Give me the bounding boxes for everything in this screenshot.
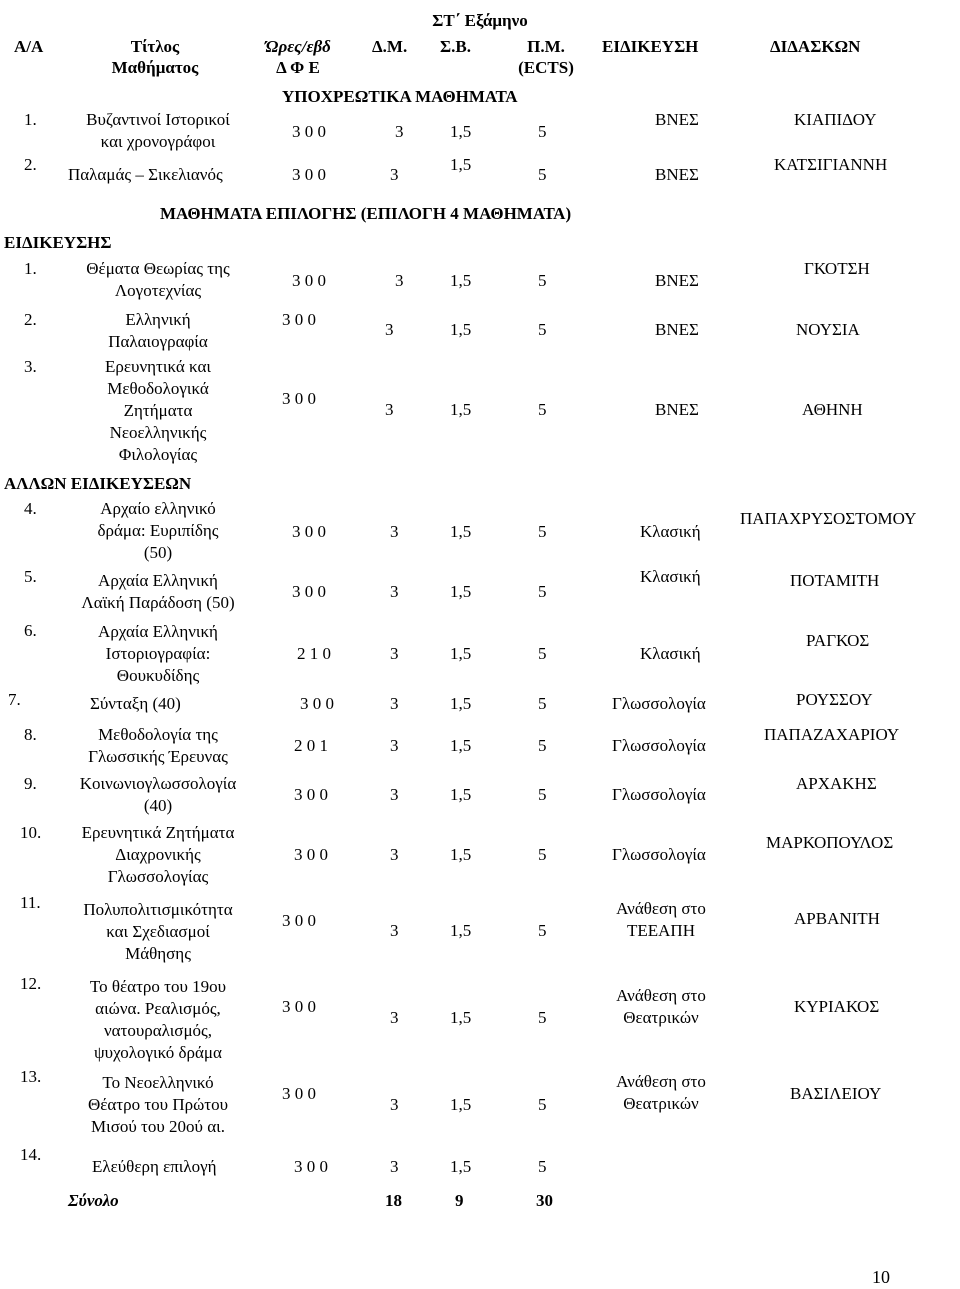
- course-hours: 3 0 0: [282, 1084, 316, 1103]
- course-title: δράμα: Ευριπίδης: [97, 521, 219, 540]
- row-number: 4.: [24, 499, 37, 518]
- course-title: Θέματα Θεωρίας της: [86, 259, 230, 278]
- header-hours-1: Ώρες/εβδ: [265, 37, 331, 56]
- course-dm: 3: [390, 1095, 399, 1114]
- course-sv: 1,5: [450, 845, 472, 864]
- course-hours: 3 0 0: [282, 997, 316, 1016]
- course-title: Ερευνητικά Ζητήματα: [81, 823, 235, 842]
- course-pm: 5: [538, 736, 547, 755]
- course-specialization: Γλωσσολογία: [612, 736, 706, 755]
- course-title: Αρχαία Ελληνική: [98, 571, 218, 590]
- row-number: 8.: [24, 725, 37, 744]
- course-title: Βυζαντινοί Ιστορικοί: [86, 110, 230, 129]
- course-hours: 3 0 0: [292, 582, 326, 601]
- course-pm: 5: [538, 320, 547, 339]
- course-teacher: ΡΑΓΚΟΣ: [806, 631, 870, 650]
- course-specialization: Θεατρικών: [623, 1094, 699, 1113]
- course-title: Το Νεοελληνικό: [102, 1073, 214, 1092]
- course-hours: 3 0 0: [292, 522, 326, 541]
- course-hours: 3 0 0: [282, 911, 316, 930]
- course-dm: 3: [390, 165, 399, 184]
- course-title: και Σχεδιασμοί: [106, 922, 210, 941]
- course-title: Παλαμάς – Σικελιανός: [68, 165, 223, 184]
- course-teacher: ΚΑΤΣΙΓΙΑΝΝΗ: [774, 155, 888, 174]
- course-title: Διαχρονικής: [115, 845, 201, 864]
- course-specialization: Ανάθεση στο: [616, 1072, 706, 1091]
- course-title: Αρχαίο ελληνικό: [100, 499, 216, 518]
- course-pm: 5: [538, 1095, 547, 1114]
- course-title: Ελληνική: [125, 310, 191, 329]
- course-dm: 3: [390, 644, 399, 663]
- course-specialization: ΒΝΕΣ: [655, 271, 699, 290]
- course-sv: 1,5: [450, 271, 472, 290]
- course-hours: 3 0 0: [292, 122, 326, 141]
- course-specialization: ΒΝΕΣ: [655, 400, 699, 419]
- course-title: αιώνα. Ρεαλισμός,: [95, 999, 221, 1018]
- course-sv: 1,5: [450, 1095, 472, 1114]
- header-teachers: ΔΙΔΑΣΚΩΝ: [770, 37, 861, 56]
- semester-title: ΣΤ΄ Εξάμηνο: [432, 11, 528, 30]
- course-specialization: ΒΝΕΣ: [655, 320, 699, 339]
- course-sv: 1,5: [450, 921, 472, 940]
- course-dm: 3: [390, 785, 399, 804]
- course-pm: 5: [538, 921, 547, 940]
- course-teacher: ΒΑΣΙΛΕΙΟΥ: [790, 1084, 882, 1103]
- header-hours-2: Δ Φ Ε: [276, 58, 320, 77]
- course-dm: 3: [395, 271, 404, 290]
- row-number: 11.: [20, 893, 41, 912]
- course-pm: 5: [538, 785, 547, 804]
- header-title-2: Μαθήματος: [111, 58, 199, 77]
- course-pm: 5: [538, 271, 547, 290]
- course-teacher: ΑΘΗΝΗ: [802, 400, 863, 419]
- course-teacher: ΑΡΧΑΚΗΣ: [796, 774, 877, 793]
- course-teacher: ΚΙΑΠΙΔΟΥ: [794, 110, 877, 129]
- course-pm: 5: [538, 845, 547, 864]
- header-sv: Σ.Β.: [440, 37, 471, 56]
- course-specialization: Θεατρικών: [623, 1008, 699, 1027]
- row-number: 12.: [20, 974, 42, 993]
- header-specialization: ΕΙΔΙΚΕΥΣΗ: [602, 37, 699, 56]
- row-number: 9.: [24, 774, 37, 793]
- course-hours: 3 0 0: [282, 389, 316, 408]
- course-sv: 1,5: [450, 582, 472, 601]
- course-title: νατουραλισμός,: [103, 1021, 213, 1040]
- course-specialization: Κλασική: [640, 644, 701, 663]
- course-dm: 3: [390, 522, 399, 541]
- course-title: Ζητήματα: [123, 401, 193, 420]
- course-sv: 1,5: [450, 785, 472, 804]
- course-sv: 1,5: [450, 1008, 472, 1027]
- course-teacher: ΜΑΡΚΟΠΟΥΛΟΣ: [766, 833, 894, 852]
- course-hours: 3 0 0: [294, 1157, 328, 1176]
- course-teacher: ΑΡΒΑΝΙΤΗ: [794, 909, 880, 928]
- course-dm: 3: [390, 921, 399, 940]
- course-specialization: ΤΕΕΑΠΗ: [627, 921, 695, 940]
- course-dm: 3: [390, 736, 399, 755]
- course-title: Ιστοριογραφία:: [105, 644, 211, 663]
- course-dm: 3: [390, 845, 399, 864]
- course-dm: 3: [390, 582, 399, 601]
- course-sv: 1,5: [450, 736, 472, 755]
- course-title: Νεοελληνικής: [109, 423, 207, 442]
- total-label: Σύνολο: [68, 1191, 119, 1210]
- course-specialization: Γλωσσολογία: [612, 845, 706, 864]
- course-dm: 3: [385, 320, 394, 339]
- course-pm: 5: [538, 644, 547, 663]
- course-teacher: ΠΟΤΑΜΙΤΗ: [790, 571, 880, 590]
- course-title: Μάθησης: [125, 944, 191, 963]
- course-title: Παλαιογραφία: [108, 332, 208, 351]
- course-teacher: ΠΑΠΑΖΑΧΑΡΙΟΥ: [764, 725, 900, 744]
- header-dm: Δ.Μ.: [372, 37, 408, 56]
- total-pm: 30: [536, 1191, 553, 1210]
- row-number: 1.: [24, 259, 37, 278]
- course-title: Φιλολογίας: [118, 445, 198, 464]
- course-hours: 3 0 0: [292, 165, 326, 184]
- course-title: Λαϊκή Παράδοση (50): [81, 593, 235, 612]
- row-number: 2.: [24, 310, 37, 329]
- course-dm: 3: [385, 400, 394, 419]
- header-title-1: Τίτλος: [130, 37, 180, 56]
- section-specialization: ΕΙΔΙΚΕΥΣΗΣ: [4, 233, 112, 252]
- course-title: Κοινωνιογλωσσολογία: [79, 774, 237, 793]
- total-dm: 18: [385, 1191, 402, 1210]
- course-pm: 5: [538, 165, 547, 184]
- row-number: 13.: [20, 1067, 42, 1086]
- course-pm: 5: [538, 122, 547, 141]
- course-title: Πολυπολιτισμικότητα: [83, 900, 233, 919]
- course-title: Λογοτεχνίας: [114, 281, 202, 300]
- course-title: Γλωσσικής Έρευνας: [88, 747, 228, 766]
- page-number: 10: [872, 1267, 890, 1287]
- course-specialization: ΒΝΕΣ: [655, 110, 699, 129]
- course-sv: 1,5: [450, 522, 472, 541]
- course-pm: 5: [538, 582, 547, 601]
- course-title: (50): [143, 543, 173, 562]
- course-teacher: ΚΥΡΙΑΚΟΣ: [794, 997, 880, 1016]
- course-sv: 1,5: [450, 400, 472, 419]
- header-pm-1: Π.Μ.: [527, 37, 565, 56]
- course-pm: 5: [538, 1157, 547, 1176]
- row-number: 3.: [24, 357, 37, 376]
- course-sv: 1,5: [450, 155, 472, 174]
- course-sv: 1,5: [450, 122, 472, 141]
- course-title: Γλωσσολογίας: [107, 867, 209, 886]
- header-no: Α/Α: [14, 37, 44, 56]
- row-number: 6.: [24, 621, 37, 640]
- course-sv: 1,5: [450, 320, 472, 339]
- row-number: 5.: [24, 567, 37, 586]
- course-title: ψυχολογικό δράμα: [94, 1043, 222, 1062]
- course-title: Ερευνητικά και: [105, 357, 211, 376]
- course-sv: 1,5: [450, 1157, 472, 1176]
- course-sv: 1,5: [450, 644, 472, 663]
- row-number: 14.: [20, 1145, 42, 1164]
- course-title: (40): [143, 796, 173, 815]
- course-hours: 3 0 0: [294, 785, 328, 804]
- course-teacher: ΓΚΟΤΣΗ: [804, 259, 870, 278]
- course-specialization: Γλωσσολογία: [612, 694, 706, 713]
- course-sv: 1,5: [450, 694, 472, 713]
- course-pm: 5: [538, 522, 547, 541]
- course-title: και χρονογράφοι: [100, 132, 216, 151]
- course-title: Σύνταξη (40): [90, 694, 181, 713]
- course-hours: 3 0 0: [282, 310, 316, 329]
- course-hours: 3 0 0: [300, 694, 334, 713]
- course-title: Θουκυδίδης: [116, 666, 200, 685]
- section-compulsory: ΥΠΟΧΡΕΩΤΙΚΑ ΜΑΘΗΜΑΤΑ: [282, 87, 518, 106]
- course-specialization: Ανάθεση στο: [616, 986, 706, 1005]
- course-dm: 3: [390, 694, 399, 713]
- course-hours: 2 0 1: [294, 736, 328, 755]
- course-teacher: ΝΟΥΣΙΑ: [796, 320, 860, 339]
- course-specialization: ΒΝΕΣ: [655, 165, 699, 184]
- course-hours: 2 1 0: [297, 644, 331, 663]
- course-dm: 3: [395, 122, 404, 141]
- course-specialization: Κλασική: [640, 522, 701, 541]
- course-title: Μεθοδολογικά: [107, 379, 209, 398]
- course-pm: 5: [538, 400, 547, 419]
- course-hours: 3 0 0: [294, 845, 328, 864]
- header-pm-2: (ECTS): [518, 58, 574, 77]
- course-pm: 5: [538, 1008, 547, 1027]
- course-title: Αρχαία Ελληνική: [98, 622, 218, 641]
- course-specialization: Ανάθεση στο: [616, 899, 706, 918]
- row-number: 10.: [20, 823, 42, 842]
- total-sv: 9: [455, 1191, 464, 1210]
- row-number: 1.: [24, 110, 37, 129]
- course-teacher: ΠΑΠΑΧΡΥΣΟΣΤΟΜΟΥ: [740, 509, 917, 528]
- course-title: Μεθοδολογία της: [98, 725, 218, 744]
- course-teacher: ΡΟΥΣΣΟΥ: [796, 690, 873, 709]
- course-dm: 3: [390, 1157, 399, 1176]
- row-number: 7.: [8, 690, 21, 709]
- course-title: Μισού του 20ού αι.: [91, 1117, 225, 1136]
- course-title: Θέατρο του Πρώτου: [87, 1095, 229, 1114]
- course-title: Το θέατρο του 19ου: [89, 977, 227, 996]
- row-number: 2.: [24, 155, 37, 174]
- section-electives: ΜΑΘΗΜΑΤΑ ΕΠΙΛΟΓΗΣ (ΕΠΙΛΟΓΗ 4 ΜΑΘΗΜΑΤΑ): [160, 204, 572, 223]
- section-other-specializations: ΑΛΛΩΝ ΕΙΔΙΚΕΥΣΕΩΝ: [4, 474, 192, 493]
- course-pm: 5: [538, 694, 547, 713]
- course-specialization: Κλασική: [640, 567, 701, 586]
- course-specialization: Γλωσσολογία: [612, 785, 706, 804]
- course-hours: 3 0 0: [292, 271, 326, 290]
- course-title: Ελεύθερη επιλογή: [92, 1157, 217, 1176]
- course-dm: 3: [390, 1008, 399, 1027]
